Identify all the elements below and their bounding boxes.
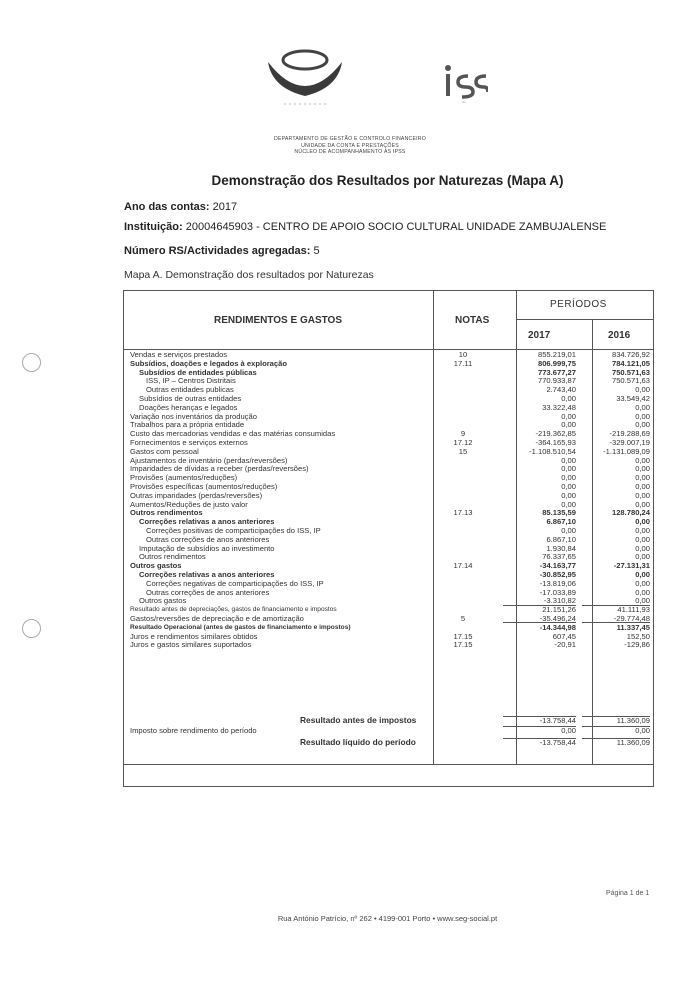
table-row [130,552,652,561]
row-value-2017: 21.151,26 [542,605,576,615]
row-label: Juros e rendimentos similares obtidos [130,631,258,641]
row-label: Resultado Operacional (antes de gastos de financiamento e impostos) [130,623,351,631]
row-value-2017: 607,45 [552,631,576,641]
row-label: Vendas e serviços prestados [130,350,228,359]
numero-rs-value: 5 [313,245,320,257]
row-value-2016: 11.337,45 [616,622,650,632]
row-value-2016: 128.780,24 [611,508,650,518]
row-value-2016: 0,00 [635,420,650,430]
col-divider [433,291,434,349]
row-value-2016: 0,00 [635,534,650,544]
row-label: Trabalhos para a própria entidade [130,420,245,430]
row-value-2016: 11.360,09 [616,716,650,725]
row-value-2017: -20,91 [554,640,576,650]
row-label: Outras entidades publicas [146,385,234,395]
row-label: Resultado antes de impostos [300,715,417,725]
row-value-2017: 773.677,27 [537,367,576,377]
row-label: Outras correções de anos anteriores [146,587,270,597]
subtotal-rule [503,622,576,623]
row-label: Correções positivas de comparticipações do ISS, IP [146,526,321,535]
row-value-2016: 750.571,63 [611,367,650,377]
table-row [130,412,652,421]
table-row [130,482,652,491]
table-caption: Mapa A. Demonstração dos resultados por Naturezas [124,269,374,281]
table-row [130,491,652,500]
subtotal-rule [582,726,650,727]
row-value-2017: -13.758,44 [539,738,576,747]
row-value-2017: 806.999,75 [537,358,576,368]
table-row [130,447,652,456]
row-value-2017: 0,00 [561,482,576,491]
row-label: Gastos com pessoal [130,446,199,456]
row-label: Correções relativas a anos anteriores [139,517,275,527]
department-line: NÚCLEO DE ACOMPANHAMENTO ÀS IPSS [294,149,406,156]
row-label: Outras imparidades (perdas/reversões) [130,490,263,500]
row-label: Imparidades de dívidas a receber (perdas/reversões) [130,464,309,474]
col-header-2016: 2016 [608,330,631,341]
row-value-2016: 33.549,42 [616,394,650,403]
col-header-2017: 2017 [528,330,551,341]
row-value-2017: 85.135,59 [542,508,576,518]
instituicao-label: Instituição: [124,221,183,233]
row-nota: 10 [458,350,468,359]
row-value-2017: 6.867,10 [546,517,576,527]
row-label: Outros rendimentos [139,552,206,562]
row-value-2016: 41.111,93 [617,605,650,615]
table-row [130,394,652,403]
row-value-2017: 0,00 [561,490,576,500]
row-value-2016: 0,00 [635,385,650,395]
table-row [130,561,652,570]
table-row [130,726,652,735]
table-row [130,570,652,579]
row-value-2017: -3.310,82 [543,596,576,606]
table-row [130,438,652,447]
numero-rs-label: Número RS/Actividades agregadas: [124,245,311,257]
row-value-2017: 855.219,01 [537,350,576,359]
table-row [130,588,652,597]
row-value-2017: -1.108.510,54 [529,446,576,456]
row-value-2016: -27.131,31 [613,561,650,571]
row-value-2017: 0,00 [561,473,576,483]
row-nota: 5 [460,614,466,623]
table-row [130,456,652,465]
row-label: Outros gastos [139,596,187,606]
table-row [130,368,652,377]
row-value-2016: 152,50 [626,631,650,641]
table-row [130,403,652,412]
row-value-2017: -219.362,85 [535,429,576,439]
numero-rs [124,245,320,257]
row-nota: 17.12 [453,438,473,447]
row-value-2017: 0,00 [561,464,576,474]
row-value-2017: 0,00 [561,411,576,421]
row-label: Provisões (aumentos/reduções) [130,473,238,483]
row-label: Gastos/reversões de depreciação e de amortização [130,614,304,623]
row-value-2016: -129,86 [624,640,650,650]
row-label: Resultado líquido do período [300,737,416,747]
row-value-2016: 0,00 [635,455,650,465]
table-row [130,738,652,747]
row-value-2016: 0,00 [635,473,650,483]
department-line: UNIDADE DA CONTA E PRESTAÇÕES [301,142,399,149]
table-row [130,623,652,632]
table-row [130,526,652,535]
punch-hole-icon [22,619,41,638]
row-value-2017: -17.033,89 [539,587,576,597]
row-value-2016: -219.288,69 [609,429,650,439]
table-row [130,544,652,553]
row-value-2016: 0,00 [635,482,650,491]
row-label: Imposto sobre rendimento do período [130,726,257,735]
row-label: Ajustamentos de inventário (perdas/reversões) [130,455,288,465]
ano-value: 2017 [212,201,238,213]
row-value-2016: 0,00 [635,499,650,509]
row-value-2017: -30.852,95 [539,570,576,579]
row-value-2016: -29.774,48 [613,614,650,623]
row-value-2017: -13.819,06 [539,578,576,588]
footer-address: Rua António Patrício, nº 262 • 4199-001 Porto • www.seg-social.pt [277,914,498,923]
row-divider [124,764,653,765]
table-row [130,508,652,517]
row-label: Subsídios de entidades públicas [139,367,257,377]
row-value-2016: 0,00 [635,570,650,579]
row-nota: 17.13 [453,508,473,518]
row-label: ISS, IP – Centros Distritais [146,376,236,386]
row-divider [516,319,653,320]
seguranca-social-logo-icon [262,48,348,110]
row-value-2017: -35.496,24 [539,614,576,623]
row-value-2016: 0,00 [635,517,650,527]
row-label: Correções negativas de comparticipações do ISS, IP [146,578,324,588]
row-nota: 9 [460,429,466,439]
instituicao [124,221,606,233]
row-value-2017: -13.758,44 [539,716,576,725]
row-value-2016: 0,00 [635,578,650,588]
col-header-periodos: PERÍODOS [550,299,607,310]
col-header-notas: NOTAS [455,315,490,326]
row-value-2016: 0,00 [635,726,650,735]
row-value-2016: 784.121,05 [611,358,650,368]
row-value-2017: -34.163,77 [539,561,576,571]
row-value-2017: 6.867,10 [546,534,576,544]
table-row [130,517,652,526]
subtotal-rule [503,738,576,739]
subtotal-rule [503,726,576,727]
row-label: Doações heranças e legados [139,402,238,412]
subtotal-rule [582,605,650,606]
row-label: Fornecimentos e serviços externos [130,438,248,447]
iss-logo-icon [440,62,488,104]
row-label: Outros rendimentos [130,508,203,518]
subtotal-rule [582,622,650,623]
row-label: Imputação de subsídios ao investimento [139,543,275,553]
row-value-2016: 0,00 [635,543,650,553]
row-value-2017: 770.933,87 [537,376,576,386]
row-label: Variação nos inventários da produção [130,411,257,421]
department-heading [0,136,700,156]
row-label: Juros e gastos similares suportados [130,640,252,650]
row-value-2016: 0,00 [635,596,650,606]
row-value-2017: 0,00 [561,394,576,403]
row-label: Aumentos/Reduções de justo valor [130,499,248,509]
row-value-2016: 0,00 [635,587,650,597]
department-line: DEPARTAMENTO DE GESTÃO E CONTROLO FINANCEIRO [274,136,426,142]
table-row [130,429,652,438]
ano-contas [124,201,237,213]
row-value-2017: 76.337,65 [542,552,576,562]
row-nota: 15 [458,446,468,456]
row-value-2017: 33.322,48 [542,402,576,412]
subtotal-rule [582,738,650,739]
subtotal-rule [503,605,576,606]
table-row [130,385,652,394]
subtotal-rule [503,716,576,717]
row-label: Resultado antes de depreciações, gastos de financiamento e impostos [130,606,337,614]
table-row [130,350,652,359]
row-value-2017: 0,00 [561,526,576,535]
row-value-2017: 0,00 [561,420,576,430]
table-row [130,535,652,544]
row-value-2016: 0,00 [635,526,650,535]
row-value-2016: -329.007,19 [609,438,650,447]
table-row [130,579,652,588]
row-value-2016: -1.131.089,09 [603,446,650,456]
row-value-2016: 11.360,09 [616,738,650,747]
col-header-rendimentos: RENDIMENTOS E GASTOS [214,315,342,326]
row-nota: 17.14 [453,561,473,571]
table-row [130,376,652,385]
row-value-2017: -364.165,93 [535,438,576,447]
row-label: Subsídios de outras entidades [139,394,242,403]
table-row [130,640,652,649]
table-row [130,420,652,429]
row-value-2016: 0,00 [635,490,650,500]
page-number: Página 1 de 1 [606,890,650,897]
ano-label: Ano das contas: [124,201,210,213]
row-nota: 17.11 [453,358,473,368]
table-row [130,716,652,725]
row-value-2017: 2.743,40 [546,385,576,395]
row-value-2017: 0,00 [561,726,576,735]
table-row [130,632,652,641]
row-value-2017: 0,00 [561,499,576,509]
row-label: Outros gastos [130,561,182,571]
instituicao-value: 20004645903 - CENTRO DE APOIO SOCIO CULTURAL UNIDADE ZAMBUJALENSE [185,221,607,233]
row-value-2016: 0,00 [635,552,650,562]
table-row [130,473,652,482]
row-label: Custo das mercadorias vendidas e das matérias consumidas [130,429,336,439]
row-value-2016: 750.571,63 [611,376,650,386]
row-label: Outras correções de anos anteriores [146,534,270,544]
row-value-2017: -14.344,98 [539,622,576,632]
table-row [130,464,652,473]
document-title: Demonstração dos Resultados por Naturezas (Mapa A) [211,173,564,188]
row-nota: 17.15 [453,631,473,641]
row-label: Subsídios, doações e legados à exploração [130,358,287,368]
row-value-2017: 1.930,84 [546,543,576,553]
row-value-2016: 0,00 [635,464,650,474]
row-value-2016: 0,00 [635,402,650,412]
svg-text:iss: iss [462,100,466,104]
row-value-2016: 834.726,92 [611,350,650,359]
table-row [130,605,652,614]
row-label: Provisões específicas (aumentos/reduções) [130,482,278,491]
subtotal-rule [582,716,650,717]
row-value-2016: 0,00 [635,411,650,421]
table-row [130,500,652,509]
row-label: Correções relativas a anos anteriores [139,570,275,579]
table-row [130,359,652,368]
row-value-2017: 0,00 [561,455,576,465]
row-nota: 17.15 [453,640,473,650]
punch-hole-icon [22,353,41,372]
